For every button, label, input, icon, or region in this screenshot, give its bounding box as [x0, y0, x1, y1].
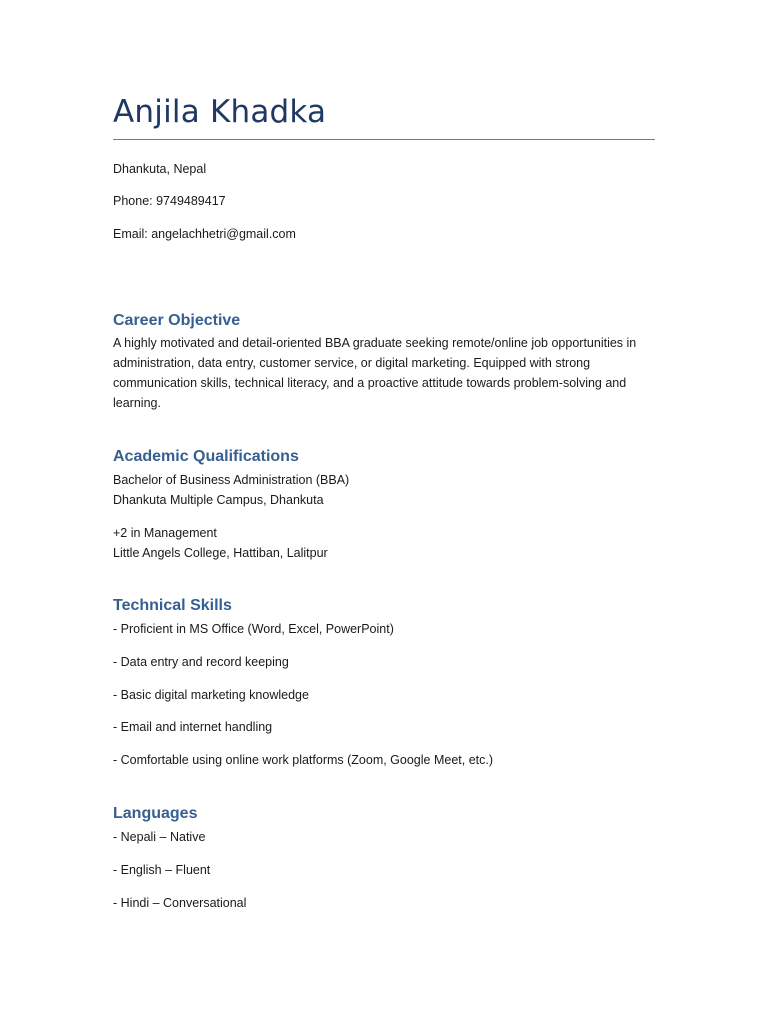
contact-email: Email: angelachhetri@gmail.com: [113, 227, 296, 241]
language-item: - English – Fluent: [113, 863, 211, 877]
skill-item: - Proficient in MS Office (Word, Excel, PowerPoint): [113, 622, 394, 636]
contact-location: Dhankuta, Nepal: [113, 162, 207, 176]
career-objective-line: communication skills, technical literacy, and a proactive attitude towards problem-solving and: [113, 376, 627, 390]
name-divider: [113, 139, 655, 140]
academic-institution: Dhankuta Multiple Campus, Dhankuta: [113, 493, 324, 507]
career-objective-line: administration, data entry, customer service, or digital marketing. Equipped with strong: [113, 356, 591, 370]
technical-skills-heading: Technical Skills: [113, 597, 232, 614]
languages-heading: Languages: [113, 805, 198, 822]
career-objective-line: A highly motivated and detail-oriented BBA graduate seeking remote/online job opportunities in: [113, 336, 637, 350]
resume-name: Anjila Khadka: [113, 94, 327, 130]
career-objective-text: [113, 333, 658, 413]
career-objective-heading: Career Objective: [113, 312, 241, 329]
academic-institution: Little Angels College, Hattiban, Lalitpur: [113, 546, 328, 560]
academic-degree: Bachelor of Business Administration (BBA): [113, 473, 350, 487]
skill-item: - Data entry and record keeping: [113, 655, 289, 669]
academic-degree: +2 in Management: [113, 526, 217, 540]
academic-heading: Academic Qualifications: [113, 448, 299, 465]
skill-item: - Comfortable using online work platforms (Zoom, Google Meet, etc.): [113, 753, 494, 767]
contact-phone: Phone: 9749489417: [113, 194, 226, 208]
language-item: - Nepali – Native: [113, 830, 206, 844]
skill-item: - Email and internet handling: [113, 720, 273, 734]
career-objective-line: learning.: [113, 396, 161, 410]
skill-item: - Basic digital marketing knowledge: [113, 688, 309, 702]
language-item: - Hindi – Conversational: [113, 896, 247, 910]
